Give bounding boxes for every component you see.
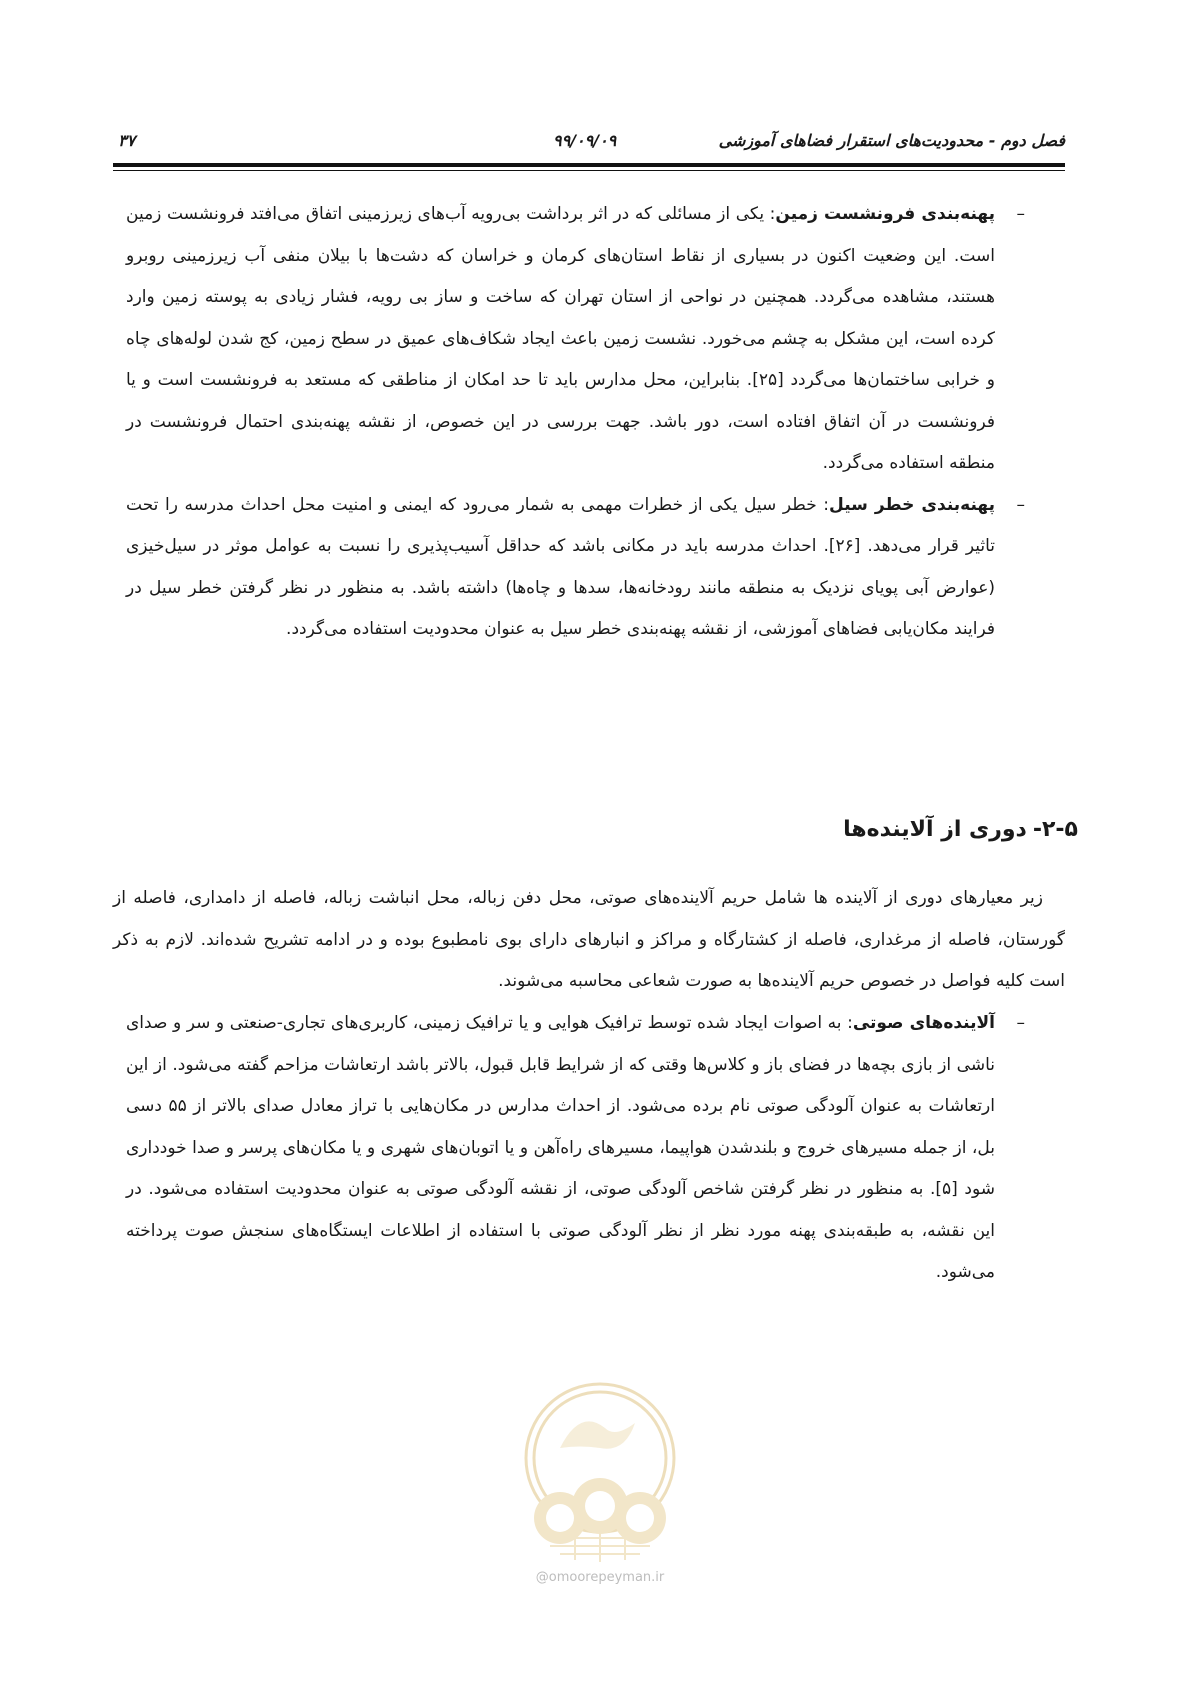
header-date: ۹۹/۰۹/۰۹ (553, 131, 617, 150)
bullet-list-pollutants (126, 1003, 1078, 1294)
bullet-dash: – (1016, 1013, 1025, 1033)
bullet-dash: – (1016, 494, 1025, 515)
section-heading (837, 812, 1078, 848)
bullet-dash: – (1016, 204, 1025, 224)
bullet-title: آلاینده‌های صوتی (852, 1013, 995, 1033)
header-rule-thin (113, 170, 1065, 171)
bullet-text: : به اصوات ایجاد شده توسط ترافیک هوایی و یا ترافیک زمینی، کاربری‌های تجاری-صنعتی و سر و صدای ناشی از بازی بچه‌ها در فضای باز و کلاس‌ها وقتی که از شرایط قابل قبول، بالاتر باشد ارتعاشات مزاحم گفته می‌شود. از این ارتعاشات به عنوان آلودگی صوتی نام برده می‌شود. از احداث مدارس در مکان‌هایی با تراز معادل صدای بالاتر از ۵۵ دسی بل، از جمله مسیرهای خروج و بلندشدن هواپیما، مسیرهای راه‌آهن و یا اتوبان‌های شهری و یا مکان‌های پرسر و صدا خودداری شود [۵]. به منظور در نظر گرفتن شاخص آلودگی صوتی، از نقشه آلودگی صوتی به عنوان محدودیت استفاده می‌شود. در این نقشه، به طبقه‌بندی پهنه مورد نظر از نظر آلودگی صوتی با استفاده از اطلاعات ایستگاه‌های سنجش صوت پرداخته می‌شود. (126, 1013, 995, 1282)
bullet-flood (126, 485, 1078, 651)
bullet-noise-pollution (126, 1003, 1078, 1294)
bullet-text: : یکی از مسائلی که در اثر برداشت بی‌رویه آب‌های زیرزمینی اتفاق می‌افتد فرونشست زمین است. این وضعیت اکنون در بسیاری از نقاط استان‌های کرمان و خراسان که دشت‌ها با بیلان منفی آب زیرزمینی روبرو هستند، مشاهده می‌گردد. همچنین در نواحی از استان تهران که ساخت و ساز بی رویه، فشار زیادی به پوسته زمین وارد کرده است، این مشکل به چشم می‌خورد. نشست زمین باعث ایجاد شکاف‌های عمیق در سطح زمین، کج شدن لوله‌های چاه و خرابی ساختمان‌ها می‌گردد [۲۵]. بنابراین، محل مدارس باید تا حد امکان از مناطقی که مستعد به فرونشست است و یا فرونشست در آن اتفاق افتاده است، دور باشد. جهت بررسی در این خصوص، از نقشه پهنه‌بندی احتمال فرونشست در منطقه استفاده می‌گردد. (126, 204, 996, 473)
bullet-subsidence (126, 194, 1078, 485)
header-rule-thick (113, 163, 1065, 167)
page-header (113, 128, 1065, 154)
omoore-peyman-logo (505, 1378, 695, 1563)
page-number: ۳۷ (118, 131, 136, 150)
section-intro-paragraph: زیر معیارهای دوری از آلاینده ها شامل حریم آلاینده‌های صوتی، محل دفن زباله، محل انباشت زباله، فاصله از دامداری، فاصله از گورستان، فاصله از مرغداری، فاصله از کشتارگاه و مراکز و انبارهای دارای بوی نامطبوع بوده و در ادامه تشریح شده‌اند. لازم به ذکر است کلیه فواصل در خصوص حریم آلاینده‌ها به صورت شعاعی محاسبه می‌شوند. (113, 888, 1065, 991)
bullet-title: پهنه‌بندی فرونشست زمین (775, 204, 996, 224)
section-title: دوری از آلاینده‌ها (843, 817, 1027, 842)
section-number: ۲-۵- (1032, 817, 1078, 842)
chapter-title: فصل دوم - محدودیت‌های استقرار فضاهای آموزشی (718, 131, 1065, 150)
watermark-site: @omoorepeyman.ir (535, 1570, 665, 1585)
bullet-title: پهنه‌بندی خطر سیل (829, 494, 995, 515)
bullet-list-hazards (126, 194, 1078, 651)
bullet-text: : خطر سیل یکی از خطرات مهمی به شمار می‌رود که ایمنی و امنیت محل احداث مدرسه را تحت تاثیر قرار می‌دهد. [۲۶]. احداث مدرسه باید در مکانی باشد که حداقل آسیب‌پذیری را نسبت به عوامل موثر در سیل‌خیزی (عوارض آبی پویای نزدیک به منطقه مانند رودخانه‌ها، سدها و چاه‌ها) داشته باشد. به منظور در نظر گرفتن خطر سیل در فرایند مکان‌یابی فضاهای آموزشی، از نقشه پهنه‌بندی خطر سیل به عنوان محدودیت استفاده می‌گردد. (126, 494, 995, 639)
